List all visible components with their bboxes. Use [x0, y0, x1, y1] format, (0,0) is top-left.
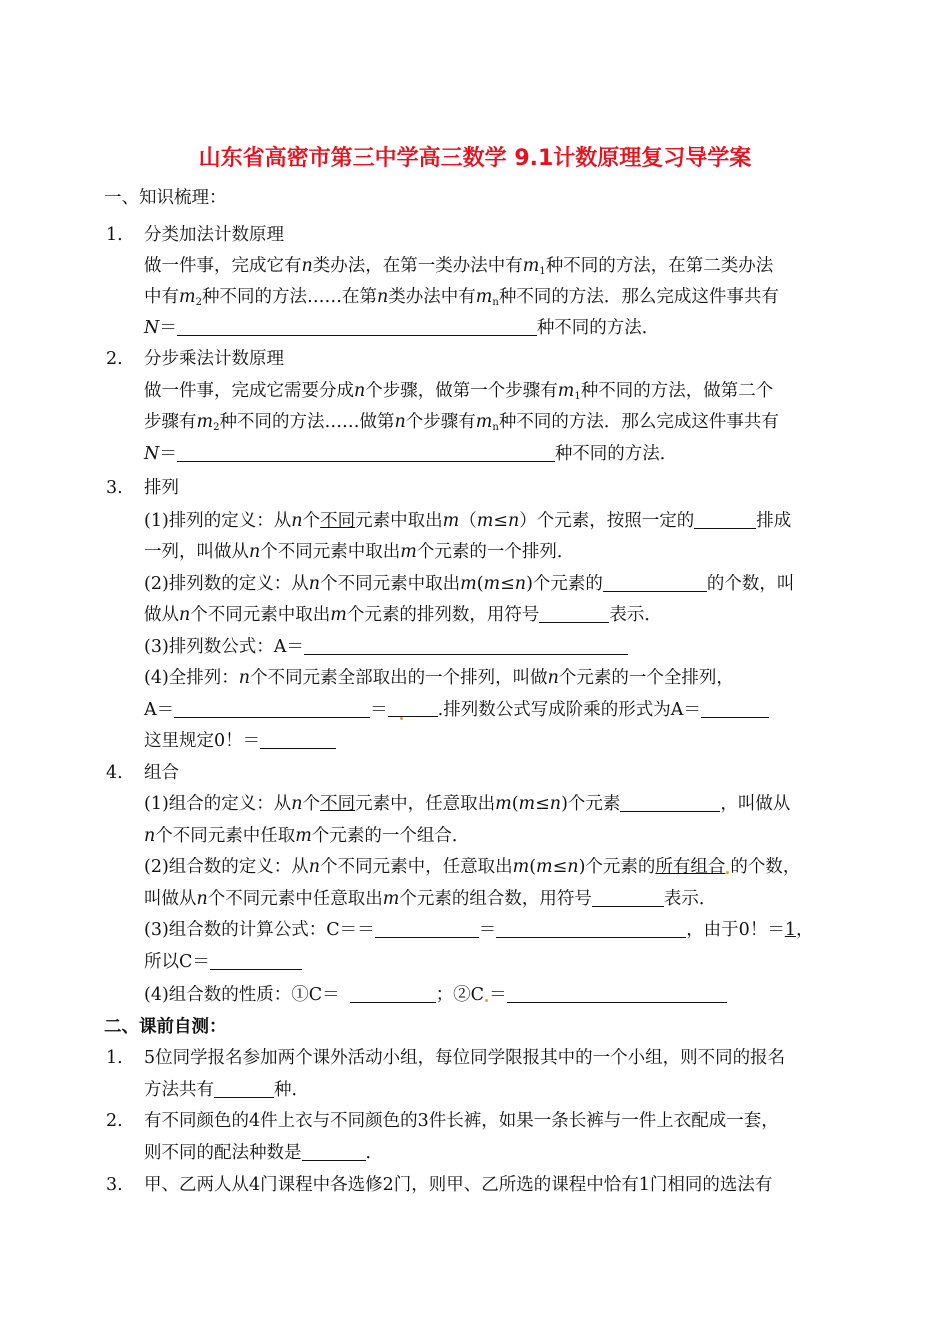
item-heading-addition-principle: 分类加法计数原理: [144, 225, 284, 245]
section-heading-knowledge: 一、知识梳理：: [104, 188, 227, 208]
item-number: 2.: [106, 349, 123, 369]
answer-blank[interactable]: [177, 443, 555, 462]
answer-blank[interactable]: [210, 951, 302, 970]
answer-blank[interactable]: [375, 919, 479, 938]
text-line: 叫做从n个不同元素中任意取出m个元素的组合数，用符号 表示．: [144, 889, 717, 909]
text-line: (3)组合数的计算公式：C＝＝ ＝ ，由于0！＝1，: [144, 920, 814, 940]
text-line: (4)全排列：n个不同元素全部取出的一个排列，叫做n个元素的一个全排列，: [144, 668, 734, 688]
text-line: 做一件事，完成它需要分成n个步骤，做第一个步骤有$m_1$种不同的方法，做第二个: [144, 381, 774, 402]
answer-blank[interactable]: [350, 984, 436, 1003]
text-line: 一列，叫做从n个不同元素中取出m个元素的一个排列．: [144, 542, 575, 562]
text-line: 步骤有$m_2$种不同的方法……做第n个步骤有$m_n$种不同的方法．那么完成这件事共有: [144, 412, 779, 433]
text-line: (4)组合数的性质：①C＝ ；②C ＝: [144, 980, 727, 1010]
answer-blank[interactable]: [174, 699, 370, 718]
answer-blank[interactable]: [507, 984, 727, 1003]
answer-blank[interactable]: [701, 699, 769, 718]
text-line: 这里规定0！＝: [144, 726, 336, 756]
item-number: 3.: [106, 478, 123, 498]
page-title: 山东省高密市第三中学高三数学 9.1计数原理复习导学案: [198, 146, 752, 171]
answer-blank[interactable]: [260, 730, 336, 749]
answer-blank[interactable]: [304, 636, 628, 655]
text-line: (2)排列数的定义：从n个不同元素中取出m(m≤n)个元素的 的个数，叫: [144, 574, 795, 594]
question-text: 5位同学报名参加两个课外活动小组，每位同学限报其中的一个小组，则不同的报名: [144, 1048, 786, 1068]
text-line: (3)排列数公式：A＝: [144, 632, 628, 662]
question-number: 2.: [106, 1111, 123, 1131]
answer-blank[interactable]: [496, 919, 686, 938]
answer-blank[interactable]: [214, 1079, 274, 1098]
text-line: 方法共有 种．: [144, 1080, 309, 1100]
question-number: 1.: [106, 1048, 123, 1068]
answer-blank[interactable]: [592, 888, 664, 907]
item-heading-combination: 组合: [144, 763, 179, 783]
section-heading-pretest: 二、课前自测：: [104, 1017, 227, 1037]
text-line: (2)组合数的定义：从n个不同元素中，任意取出m(m≤n)个元素的所有组合 的个数，: [144, 857, 801, 877]
answer-blank[interactable]: [302, 1142, 366, 1161]
item-heading-multiplication-principle: 分步乘法计数原理: [144, 349, 284, 369]
item-number: 4.: [106, 763, 123, 783]
text-line: N＝ 种不同的方法．: [144, 318, 660, 338]
answer-blank[interactable]: [694, 510, 756, 529]
text-line: 做从n个不同元素中取出m个元素的排列数，用符号 表示．: [144, 605, 662, 625]
question-text: 有不同颜色的4件上衣与不同颜色的3件长裤，如果一条长裤与一件上衣配成一套，: [144, 1111, 779, 1131]
answer-blank[interactable]: [388, 698, 438, 717]
text-line: 中有$m_2$种不同的方法……在第n类办法中有$m_n$种不同的方法．那么完成这件事共有: [144, 287, 779, 308]
answer-blank[interactable]: [620, 793, 720, 812]
text-line: 所以C＝: [144, 947, 302, 977]
text-line: n个不同元素中任取m个元素的一个组合．: [144, 826, 470, 846]
text-line: 则不同的配法种数是 ．: [144, 1143, 383, 1163]
question-text: 甲、乙两人从4门课程中各选修2门，则甲、乙所选的课程中恰有1门相同的选法有: [144, 1175, 773, 1195]
answer-blank[interactable]: [177, 317, 537, 336]
item-heading-permutation: 排列: [144, 478, 179, 498]
question-number: 3.: [106, 1175, 123, 1195]
text-line: (1)组合的定义：从n个不同元素中，任意取出m(m≤n)个元素 ，叫做从: [144, 794, 791, 814]
answer-blank[interactable]: [603, 573, 707, 592]
text-line: A＝ ＝ .排列数公式写成阶乘的形式为A＝: [144, 695, 769, 725]
item-number: 1.: [106, 225, 123, 245]
text-line: N＝ 种不同的方法．: [144, 444, 678, 464]
text-line: (1)排列的定义：从n个不同元素中取出m（m≤n）个元素，按照一定的 排成: [144, 511, 792, 531]
answer-blank[interactable]: [539, 604, 609, 623]
text-line: 做一件事，完成它有n类办法，在第一类办法中有$m_1$种不同的方法，在第二类办法: [144, 256, 774, 277]
